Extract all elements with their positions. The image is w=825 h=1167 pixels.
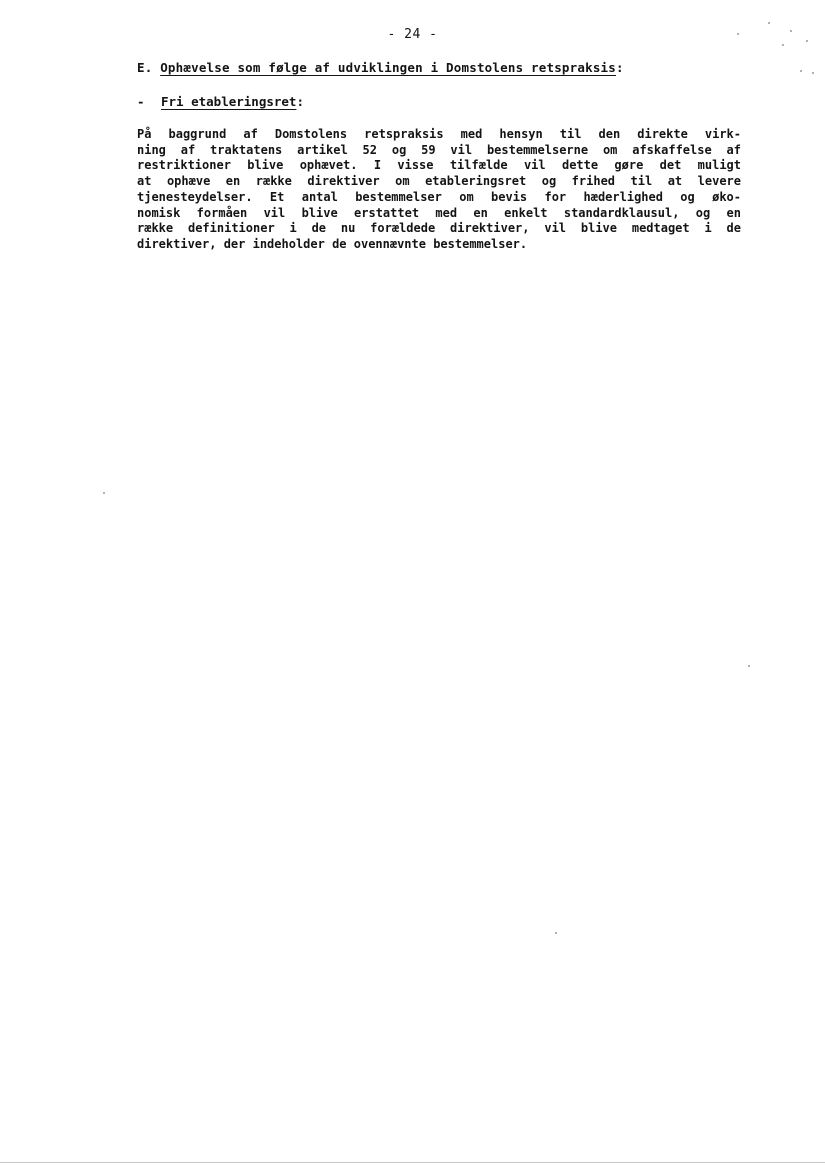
- scan-speck: [103, 492, 105, 494]
- subsection-colon: :: [296, 94, 304, 109]
- scan-speck: [768, 22, 770, 24]
- section-letter: E.: [137, 60, 153, 75]
- paragraph-line: ning af traktatens artikel 52 og 59 vil bestemmelserne om afskaffelse af: [137, 142, 741, 157]
- paragraph-line: restriktioner blive ophævet. I visse tilfælde vil dette gøre det muligt: [137, 158, 741, 173]
- scan-speck: [748, 665, 750, 667]
- body-paragraph: [137, 127, 741, 253]
- paragraph-line: nomisk formåen vil blive erstattet med en enkelt standardklausul, og en: [137, 205, 741, 220]
- section-colon: :: [616, 60, 624, 75]
- paragraph-line: På baggrund af Domstolens retspraksis med hensyn til den direkte virk-: [137, 127, 741, 141]
- scan-speck: [555, 932, 557, 934]
- scan-speck: [812, 72, 814, 74]
- paragraph-line: tjenesteydelser. Et antal bestemmelser om bevis for hæderlighed og øko-: [137, 189, 741, 204]
- bottom-edge-line: [0, 1162, 825, 1163]
- scan-speck: [782, 44, 784, 46]
- subsection-dash: -: [137, 94, 145, 109]
- paragraph-line: direktiver, der indeholder de ovennævnte bestemmelser.: [137, 236, 528, 251]
- paragraph-line: at ophæve en række direktiver om etableringsret og frihed til at levere: [137, 174, 741, 189]
- paragraph-line: række definitioner i de nu forældede direktiver, vil blive medtaget i de: [137, 221, 741, 236]
- subsection-title: Fri etableringsret: [161, 94, 297, 109]
- section-title: Ophævelse som følge af udviklingen i Domstolens retspraksis: [160, 60, 616, 75]
- subsection-heading: [137, 94, 304, 109]
- page-number: - 24 -: [387, 27, 438, 42]
- section-heading: [137, 60, 624, 75]
- scan-speck: [800, 70, 802, 72]
